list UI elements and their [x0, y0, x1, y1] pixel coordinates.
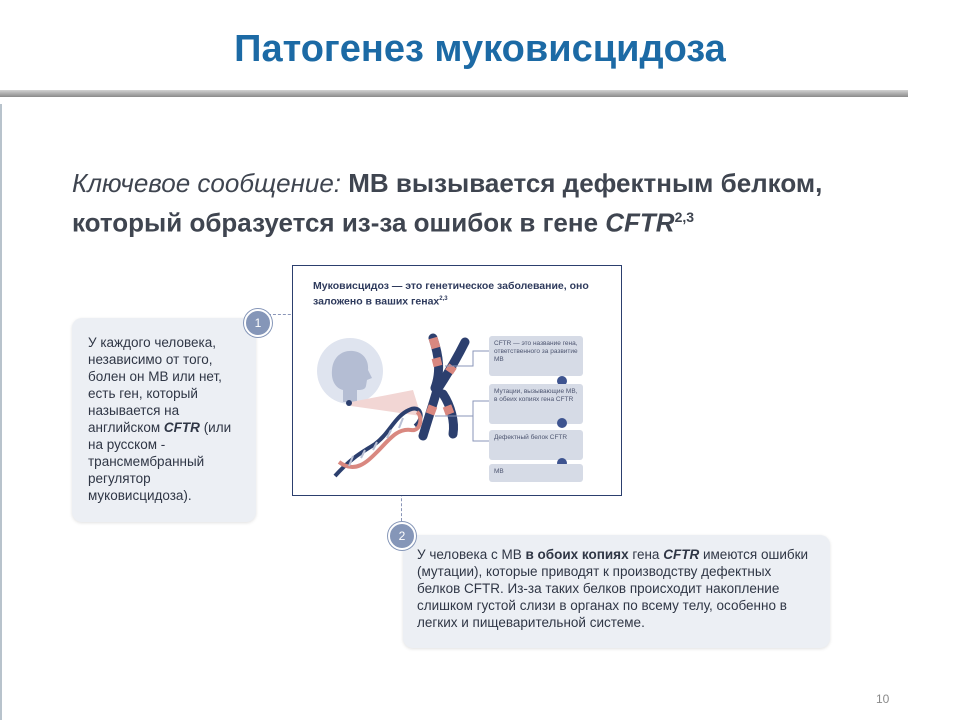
step-1-badge: 1	[244, 309, 272, 337]
key-message-refs: 2,3	[674, 209, 695, 225]
diagram-caption-text: Муковисцидоз — это генетическое заболевание, оно заложено в ваших генах	[313, 280, 589, 308]
key-message-lead: Ключевое сообщение:	[72, 168, 342, 198]
callout-2-text-1: У человека с МВ	[417, 547, 522, 562]
callout-every-person	[72, 318, 256, 522]
key-message-text: МВ вызывается дефектным белком, который образуется из-за ошибок в гене	[72, 168, 823, 238]
callout-1-text-after: (или на русском - трансмембранный регулятор муковисцидоза).	[88, 420, 232, 503]
left-border	[0, 104, 2, 720]
title-divider	[0, 90, 908, 97]
key-message-gene: CFTR	[605, 207, 675, 238]
label-mutations-dot	[557, 418, 567, 428]
diagram-caption-refs: 2,3	[439, 296, 448, 302]
chromosome-dna-illustration	[293, 266, 621, 495]
step-2-badge: 2	[388, 522, 416, 550]
callout-cf-person	[403, 535, 830, 648]
callout-2-gene: CFTR	[663, 547, 700, 562]
key-message	[72, 166, 912, 240]
callout-2-both-copies: в обоих копиях	[525, 547, 629, 562]
callout-2-text-3: гена	[632, 547, 660, 562]
callout-2-text-4: имеются ошибки (мутации), которые приводят к производству дефектных белков CFTR. Из-за таких белков происходит накопление слишком густой слизи в органах по всему телу, особенно в легких и пищеварительной системе.	[417, 547, 809, 630]
page-number: 10	[876, 692, 890, 706]
label-cf: МВ	[489, 464, 583, 482]
callout-1-text: У каждого человека, независимо от того, болен он МВ или нет, есть ген, который называется на английском	[88, 335, 222, 435]
genetics-diagram	[292, 265, 622, 496]
callout-1-gene: CFTR	[163, 420, 200, 435]
label-defective-protein: Дефектный белок CFTR	[489, 430, 583, 460]
slide-title: Патогенез муковисцидоза	[234, 28, 726, 70]
label-cftr-gene: CFTR — это название гена, ответственного за развитие МВ	[489, 336, 583, 376]
label-mutations: Мутации, вызывающие МВ, в обеих копиях гена CFTR	[489, 384, 583, 424]
